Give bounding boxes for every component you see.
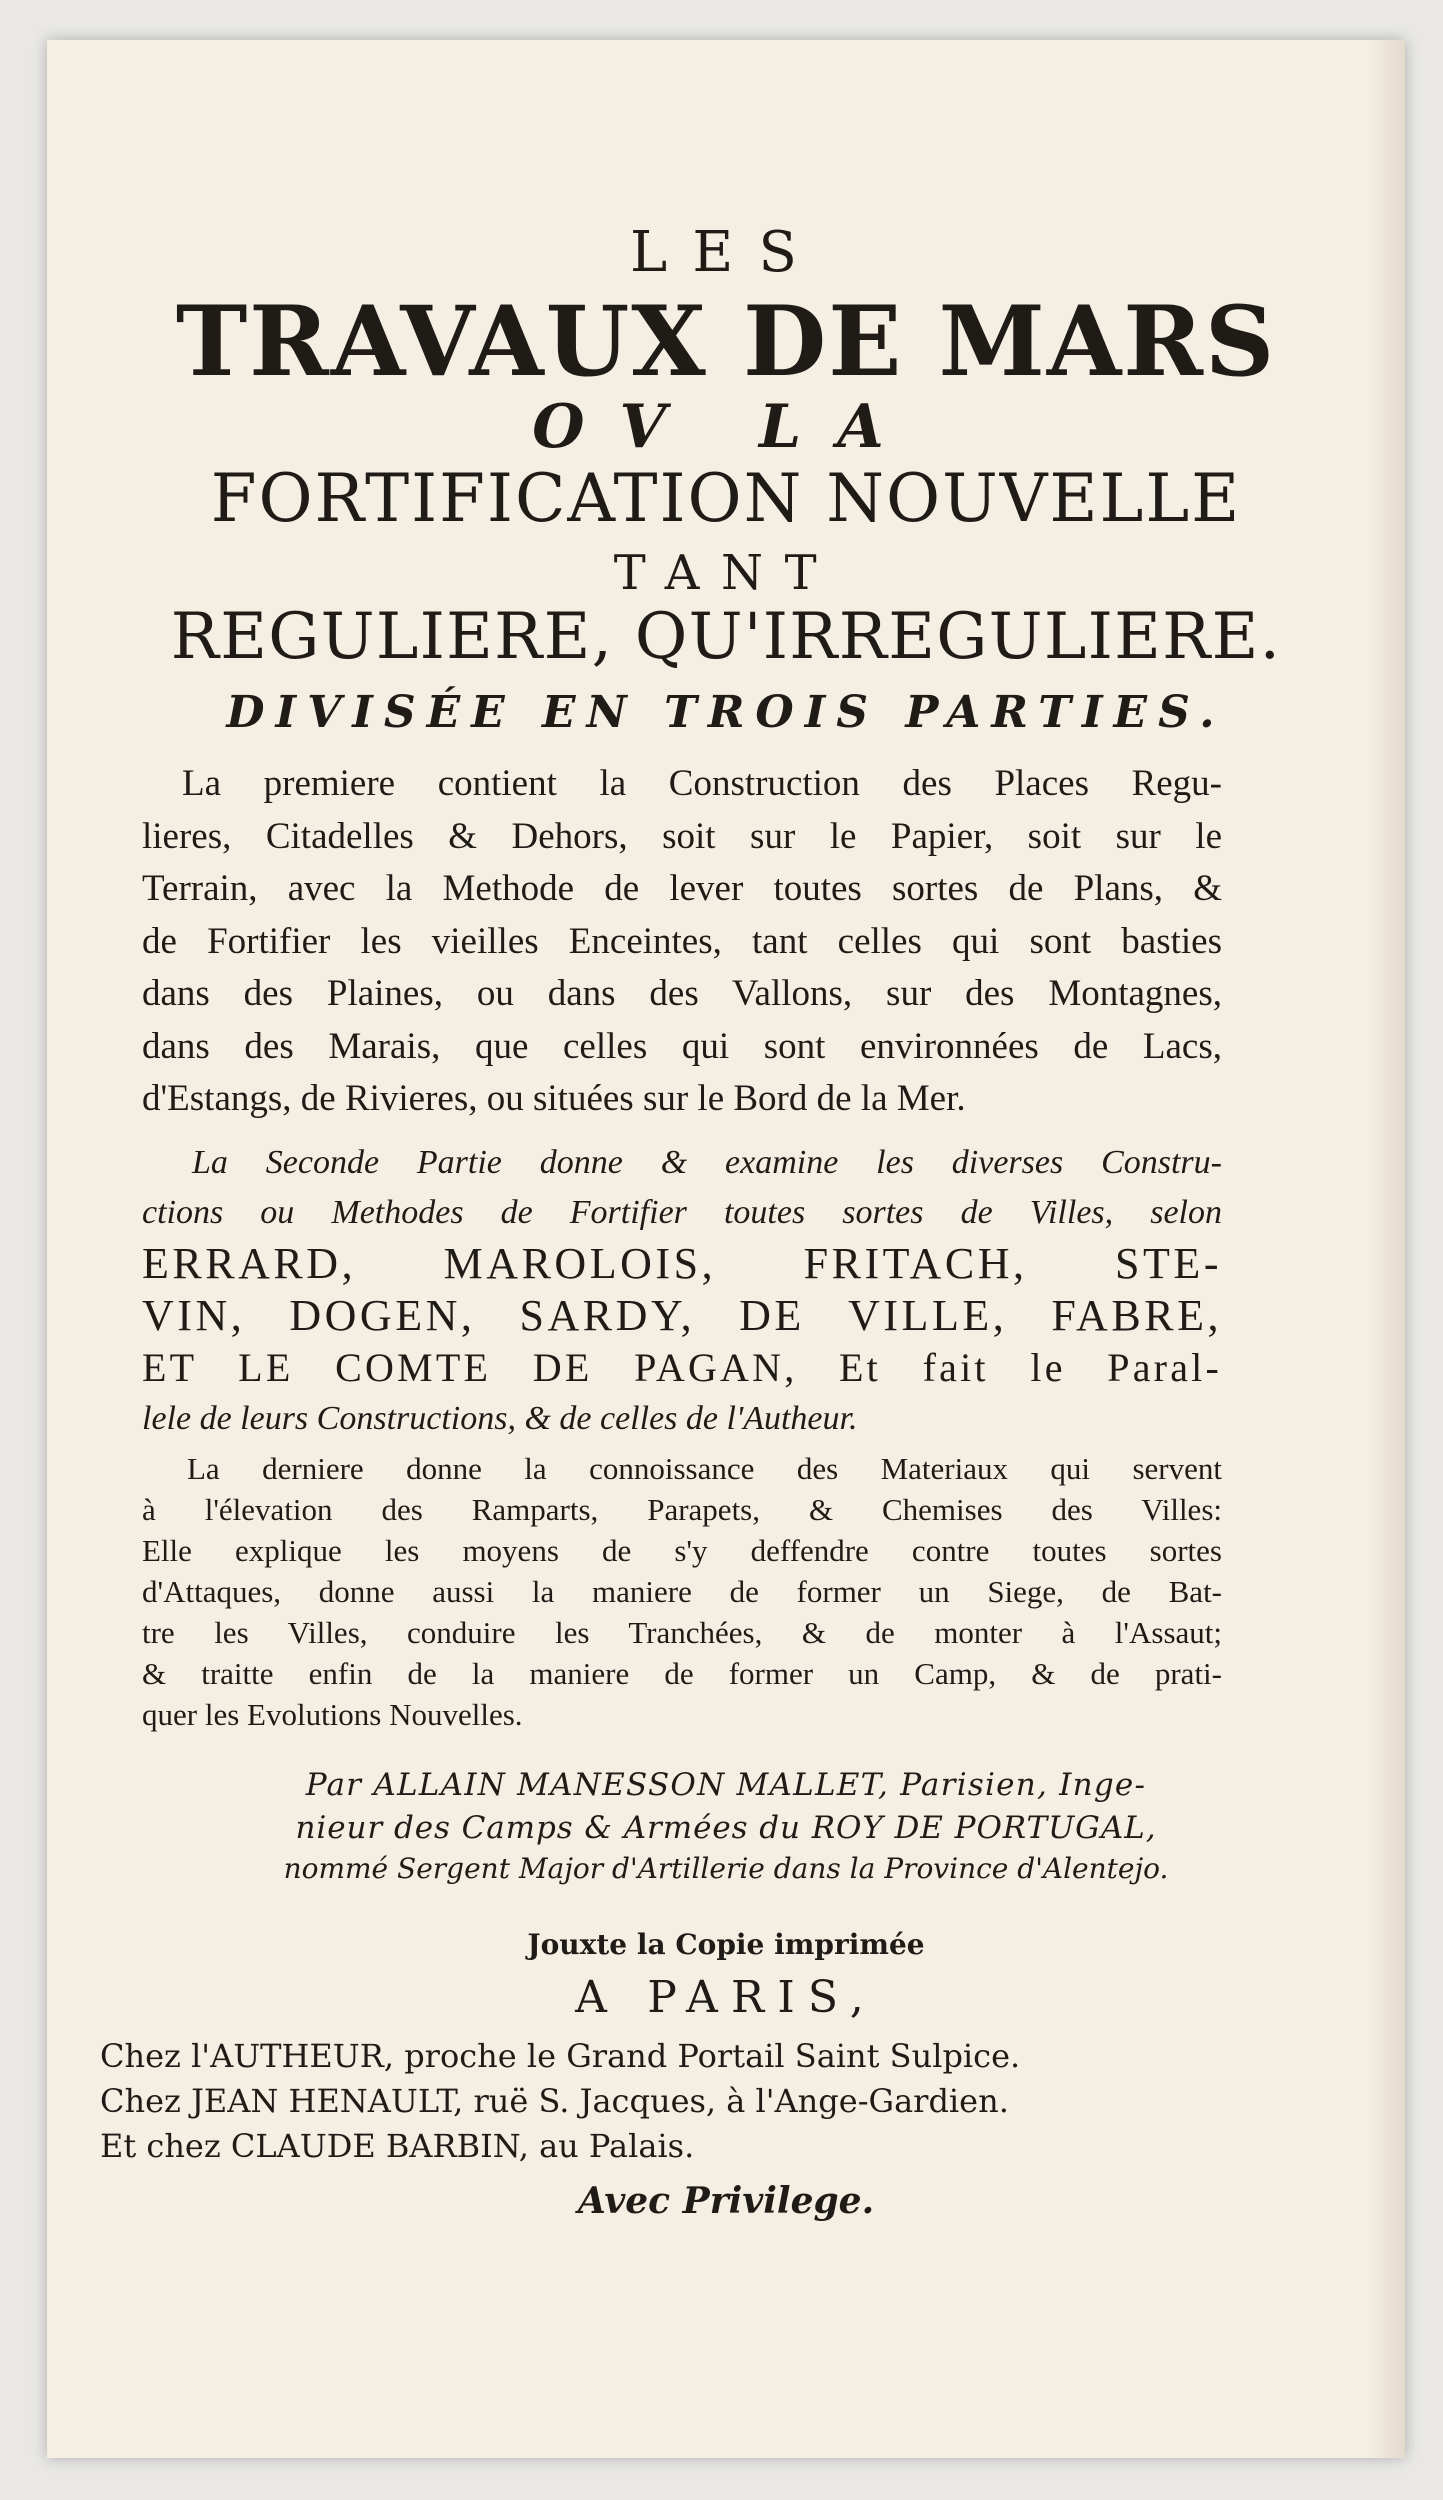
imprint-chez-3: Et chez CLAUDE BARBIN, au Palais.	[100, 2127, 695, 2165]
part-one-line: dans des Marais, que celles qui sont environnées de Lacs,	[142, 1025, 1222, 1067]
imprint-privilege: Avec Privilege.	[577, 2180, 875, 2222]
part-two-line: VIN, DOGEN, SARDY, DE VILLE, FABRE,	[142, 1291, 1222, 1340]
part-three-line: tre les Villes, conduire les Tranchées, & de monter à l'Assaut;	[142, 1615, 1222, 1650]
part-three-line: d'Attaques, donne aussi la maniere de former un Siege, de Bat-	[142, 1574, 1222, 1609]
title-fortification: FORTIFICATION NOUVELLE	[210, 460, 1242, 537]
imprint-jouxte: Jouxte la Copie imprimée	[527, 1928, 925, 1961]
title-tant: TANT	[613, 545, 839, 601]
imprint-city: A PARIS,	[575, 1972, 877, 2023]
part-one-line: d'Estangs, de Rivieres, ou situées sur le Bord de la Mer.	[142, 1078, 966, 1119]
part-one-line: Terrain, avec la Methode de lever toutes sortes de Plans, &	[142, 868, 1222, 909]
imprint-chez-2: Chez JEAN HENAULT, ruë S. Jacques, à l'Ange-Gardien.	[100, 2082, 1009, 2120]
title-reguliere: REGULIERE, QU'IRREGULIERE.	[170, 600, 1282, 674]
part-two-line: ERRARD, MAROLOIS, FRITACH, STE-	[142, 1239, 1222, 1288]
part-one-line: de Fortifier les vieilles Enceintes, tant celles qui sont basties	[142, 920, 1222, 962]
part-three-paragraph	[142, 1448, 1222, 1735]
part-two-line: La Seconde Partie donne & examine les diverses Constru-	[192, 1144, 1222, 1181]
part-three-line: à l'élevation des Ramparts, Parapets, & Chemises des Villes:	[142, 1492, 1222, 1527]
author-line-1: Par ALLAIN MANESSON MALLET, Parisien, Inge-	[305, 1767, 1147, 1803]
title-main: TRAVAUX DE MARS	[175, 285, 1277, 398]
author-line-3: nommé Sergent Major d'Artillerie dans la Province d'Alentejo.	[283, 1852, 1169, 1885]
part-one-line: dans des Plaines, ou dans des Vallons, sur des Montagnes,	[142, 973, 1222, 1014]
part-two-line: ctions ou Methodes de Fortifier toutes sortes de Villes, selon	[142, 1194, 1222, 1231]
part-one-line: lieres, Citadelles & Dehors, soit sur le Papier, soit sur le	[142, 815, 1222, 857]
part-two-paragraph	[142, 1138, 1222, 1444]
part-three-line: La derniere donne la connoissance des Materiaux qui servent	[187, 1451, 1222, 1486]
title-divisee: DIVISÉE EN TROIS PARTIES.	[226, 687, 1226, 738]
part-three-line: quer les Evolutions Nouvelles.	[142, 1697, 523, 1732]
part-two-line: ET LE COMTE DE PAGAN, Et fait le Paral-	[142, 1345, 1222, 1390]
part-two-line: lele de leurs Constructions, & de celles de l'Autheur.	[142, 1400, 858, 1437]
part-three-line: Elle explique les moyens de s'y deffendre contre toutes sortes	[142, 1533, 1222, 1568]
title-les: LES	[629, 220, 823, 285]
part-one-line: La premiere contient la Construction des Places Regu-	[182, 763, 1222, 804]
imprint-chez-1: Chez l'AUTHEUR, proche le Grand Portail Saint Sulpice.	[100, 2037, 1021, 2075]
author-line-2: nieur des Camps & Armées du ROY DE PORTUGAL,	[295, 1810, 1157, 1846]
title-page	[47, 40, 1405, 2458]
part-three-line: & traitte enfin de la maniere de former un Camp, & de prati-	[142, 1656, 1222, 1691]
title-ou-la: OV LA	[532, 392, 920, 462]
part-one-paragraph	[142, 758, 1222, 1126]
